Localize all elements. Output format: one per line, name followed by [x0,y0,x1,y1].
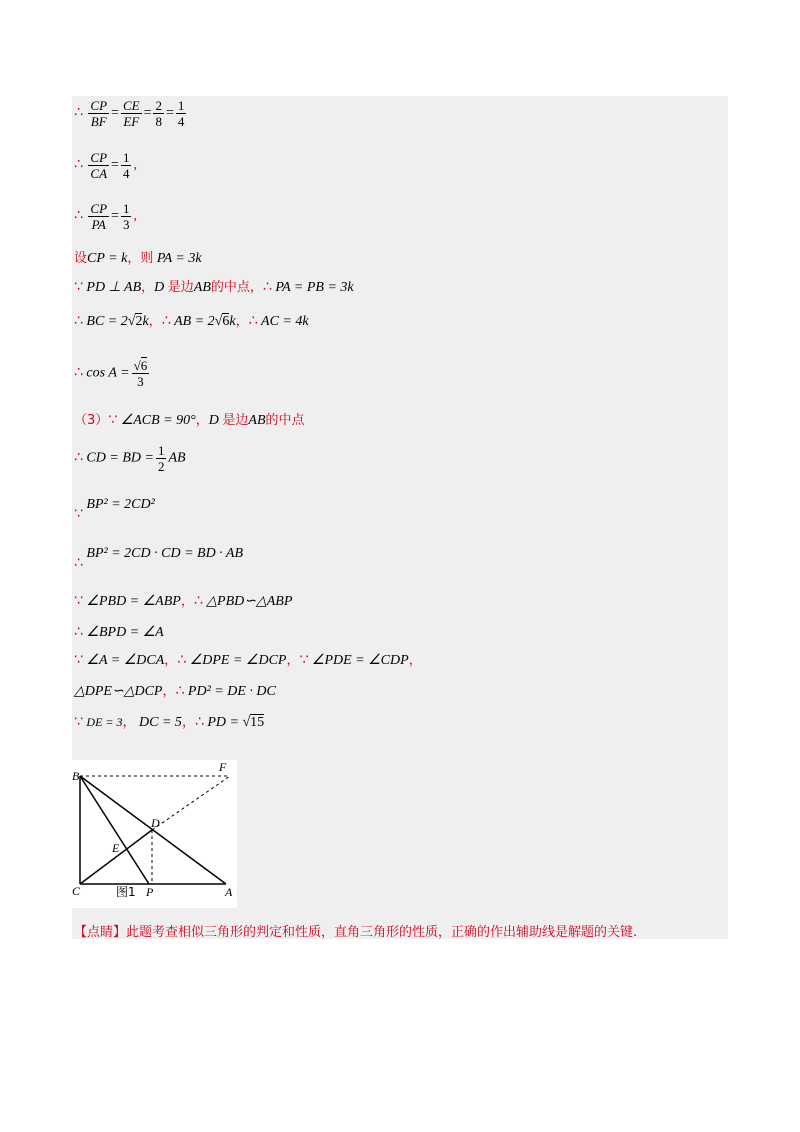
figure-drawing [72,760,237,908]
geometry-figure [72,760,237,908]
line-11: ∴ BP² = 2CD · CD = BD · AB [74,546,244,571]
label-f: F [219,760,227,774]
line-16: ∵ DE = 3， DC = 5，∴ PD = √15 [74,714,265,730]
segment-df [152,776,230,830]
key-point-note: 【点睛】此题考查相似三角形的判定和性质，直角三角形的性质，正确的作出辅助线是解题的关键. [74,925,638,940]
label-p: P [146,885,154,899]
line-8: （3）∵ ∠ACB = 90°，D 是边AB的中点 [74,412,305,428]
fraction: $\frac{CP}{CA}$ [90,150,108,181]
fraction: $\frac{CE}{EF}$ [122,98,140,129]
line-15: △DPE∽△DCP，∴ PD² = DE · DC [74,683,276,699]
fraction: $\frac{2}{8}$ [155,98,162,129]
fraction: $\frac{√6}{3}$ [133,358,148,389]
label-e: E [112,841,120,855]
line-9: ∴ CD = BD = $\frac{1}{2}$ AB [74,443,186,474]
line-14: ∵ ∠A = ∠DCA，∴ ∠DPE = ∠DCP，∵ ∠PDE = ∠CDP， [74,652,422,668]
figure-caption: 图1 [116,885,136,899]
line-3: ∴ $\frac{CP}{PA}$ = $\frac{1}{3}$ , [74,201,137,232]
line-1: ∴ $\frac{CP}{BF}$ = $\frac{CE}{EF}$ = $\frac{2}{8}$ = $\frac{1}{4}$ [74,98,185,129]
label-c: C [72,884,81,898]
label-b: B [72,769,80,783]
label-d: D [151,816,160,830]
fraction: $\frac{CP}{BF}$ [90,98,108,129]
segment-bp [80,776,149,884]
line-5: ∵ PD ⊥ AB，D 是边AB的中点，∴ PA = PB = 3k [74,279,354,295]
fraction: $\frac{1}{2}$ [157,443,165,474]
line-4: 设CP = k，则 PA = 3k [74,251,202,266]
line-13: ∴ ∠BPD = ∠A [74,624,164,640]
segment-cd [80,830,152,884]
fraction: $\frac{1}{4}$ [122,150,130,181]
fraction: $\frac{1}{3}$ [122,201,130,232]
fraction: $\frac{CP}{PA}$ [90,201,108,232]
line-12: ∵ ∠PBD = ∠ABP，∴ △PBD∽△ABP [74,593,293,609]
line-7: ∴ cos A = $\frac{√6}{3}$ [74,358,148,389]
line-2: ∴ $\frac{CP}{CA}$ = $\frac{1}{4}$ , [74,150,137,181]
label-a: A [225,885,233,899]
line-6: ∴ BC = 2√2k，∴ AB = 2√6k，∴ AC = 4k [74,313,309,329]
line-10: ∵ BP² = 2CD² [74,497,155,522]
fraction: $\frac{1}{4}$ [177,98,185,129]
